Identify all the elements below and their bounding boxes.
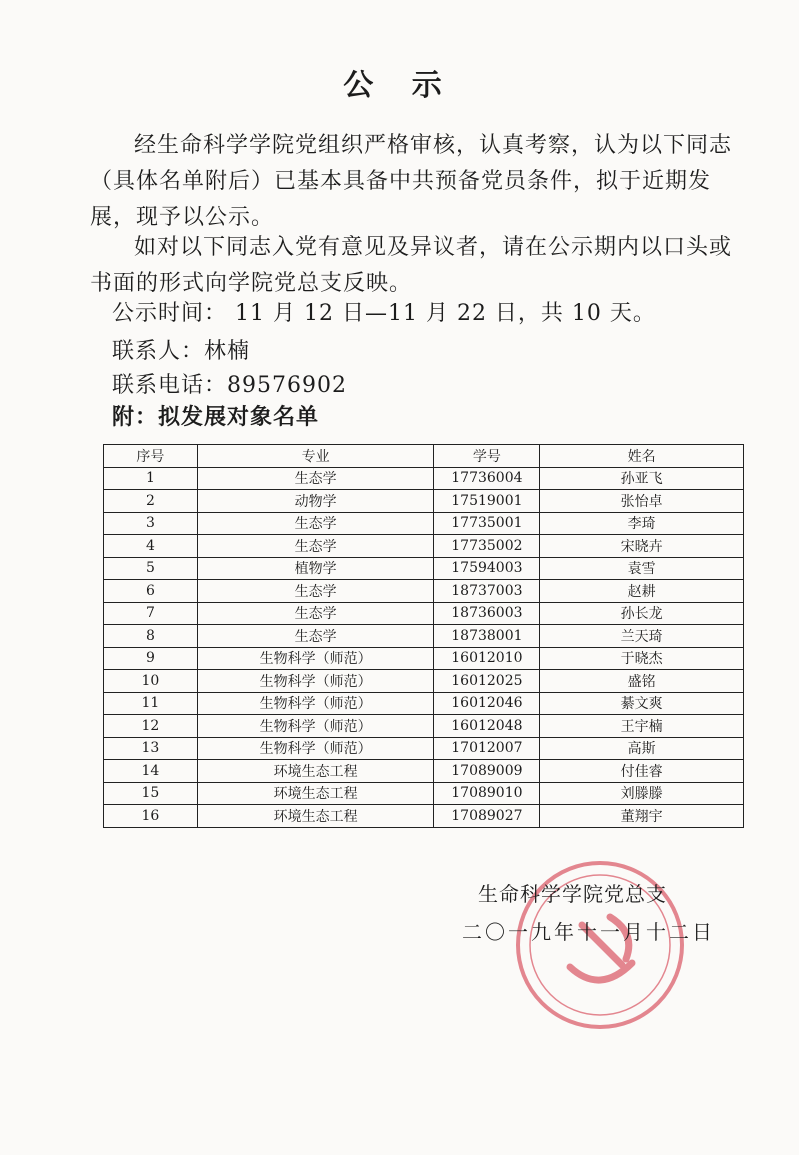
cell-name: 张怡卓 xyxy=(540,490,744,513)
cell-name: 李琦 xyxy=(540,512,744,535)
table-row xyxy=(104,625,744,648)
cell-student-id: 17519001 xyxy=(434,490,540,513)
cell-index: 9 xyxy=(104,647,198,670)
cell-student-id: 18736003 xyxy=(434,602,540,625)
cell-major: 动物学 xyxy=(197,490,434,513)
cell-major: 环境生态工程 xyxy=(197,805,434,828)
cell-name: 高斯 xyxy=(540,737,744,760)
cell-student-id: 17089027 xyxy=(434,805,540,828)
cell-name: 付佳睿 xyxy=(540,760,744,783)
cell-major: 生态学 xyxy=(197,625,434,648)
table-row xyxy=(104,535,744,558)
cell-student-id: 16012025 xyxy=(434,670,540,693)
cell-name: 孙长龙 xyxy=(540,602,744,625)
cell-index: 11 xyxy=(104,692,198,715)
header-name: 姓名 xyxy=(540,445,744,468)
table-row xyxy=(104,715,744,738)
table-row xyxy=(104,670,744,693)
signing-organization: 生命科学学院党总支 xyxy=(478,882,667,906)
cell-major: 生态学 xyxy=(197,602,434,625)
cell-name: 王宇楠 xyxy=(540,715,744,738)
appendix-heading: 附：拟发展对象名单 xyxy=(112,405,320,430)
cell-index: 6 xyxy=(104,580,198,603)
cell-name: 赵耕 xyxy=(540,580,744,603)
cell-major: 生态学 xyxy=(197,580,434,603)
cell-name: 袁雪 xyxy=(540,557,744,580)
cell-name: 于晓杰 xyxy=(540,647,744,670)
table-row xyxy=(104,490,744,513)
table-row xyxy=(104,580,744,603)
cell-student-id: 17089009 xyxy=(434,760,540,783)
header-index: 序号 xyxy=(104,445,198,468)
cell-index: 8 xyxy=(104,625,198,648)
cell-student-id: 18737003 xyxy=(434,580,540,603)
cell-student-id: 17735001 xyxy=(434,512,540,535)
header-major: 专业 xyxy=(197,445,434,468)
cell-major: 生物科学（师范） xyxy=(197,692,434,715)
cell-name: 董翔宇 xyxy=(540,805,744,828)
cell-major: 环境生态工程 xyxy=(197,782,434,805)
table-row xyxy=(104,512,744,535)
table-body xyxy=(104,467,744,827)
cell-index: 10 xyxy=(104,670,198,693)
table-row xyxy=(104,647,744,670)
cell-name: 刘滕滕 xyxy=(540,782,744,805)
table-row xyxy=(104,467,744,490)
cell-index: 13 xyxy=(104,737,198,760)
cell-major: 生物科学（师范） xyxy=(197,737,434,760)
cell-index: 5 xyxy=(104,557,198,580)
cell-student-id: 16012048 xyxy=(434,715,540,738)
candidate-table xyxy=(103,444,744,828)
cell-index: 1 xyxy=(104,467,198,490)
notice-paragraph-2: 如对以下同志入党有意见及异议者，请在公示期内以口头或书面的形式向学院党总支反映。 xyxy=(90,235,733,296)
table-row xyxy=(104,557,744,580)
table-row xyxy=(104,602,744,625)
cell-student-id: 17736004 xyxy=(434,467,540,490)
cell-major: 植物学 xyxy=(197,557,434,580)
cell-index: 15 xyxy=(104,782,198,805)
cell-major: 生物科学（师范） xyxy=(197,647,434,670)
cell-major: 生态学 xyxy=(197,535,434,558)
contact-person: 联系人：林楠 xyxy=(112,339,251,364)
cell-name: 綦文爽 xyxy=(540,692,744,715)
page-title: 公 示 xyxy=(343,68,456,103)
cell-index: 3 xyxy=(104,512,198,535)
table-row xyxy=(104,760,744,783)
header-student-id: 学号 xyxy=(434,445,540,468)
cell-major: 生态学 xyxy=(197,512,434,535)
cell-name: 兰天琦 xyxy=(540,625,744,648)
cell-index: 12 xyxy=(104,715,198,738)
cell-major: 生物科学（师范） xyxy=(197,670,434,693)
cell-major: 环境生态工程 xyxy=(197,760,434,783)
contact-phone: 联系电话：89576902 xyxy=(112,373,347,398)
cell-student-id: 18738001 xyxy=(434,625,540,648)
cell-name: 孙亚飞 xyxy=(540,467,744,490)
table-row xyxy=(104,805,744,828)
table-header-row xyxy=(104,445,744,468)
cell-index: 16 xyxy=(104,805,198,828)
table-row xyxy=(104,782,744,805)
cell-index: 7 xyxy=(104,602,198,625)
cell-student-id: 17594003 xyxy=(434,557,540,580)
table-row xyxy=(104,737,744,760)
cell-major: 生物科学（师范） xyxy=(197,715,434,738)
cell-major: 生态学 xyxy=(197,467,434,490)
cell-name: 盛铭 xyxy=(540,670,744,693)
notice-period: 公示时间： 11 月 12 日—11 月 22 日，共 10 天。 xyxy=(112,301,656,326)
cell-student-id: 16012046 xyxy=(434,692,540,715)
table-row xyxy=(104,692,744,715)
cell-student-id: 16012010 xyxy=(434,647,540,670)
cell-student-id: 17089010 xyxy=(434,782,540,805)
signing-date: 二〇一九年十一月十二日 xyxy=(462,920,715,944)
cell-student-id: 17012007 xyxy=(434,737,540,760)
cell-index: 4 xyxy=(104,535,198,558)
cell-name: 宋晓卉 xyxy=(540,535,744,558)
cell-index: 14 xyxy=(104,760,198,783)
cell-index: 2 xyxy=(104,490,198,513)
notice-paragraph-1: 经生命科学学院党组织严格审核，认真考察，认为以下同志（具体名单附后）已基本具备中共预备党员条件，拟于近期发展，现予以公示。 xyxy=(90,133,733,230)
cell-student-id: 17735002 xyxy=(434,535,540,558)
